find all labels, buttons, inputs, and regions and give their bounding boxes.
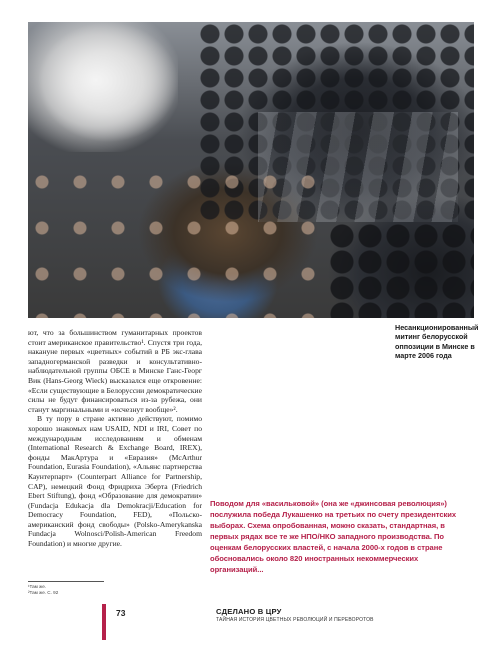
footnote-divider xyxy=(28,581,104,582)
tear-gas-smoke xyxy=(28,22,178,152)
protesters-crowd xyxy=(28,172,328,318)
footnotes xyxy=(28,584,188,596)
pull-quote: Поводом для «васильковой» (она же «джинсовая революция») послужила победа Лукашенко на третьих по счету президентских выборах. Схема опробованная, можно сказать, стандартная, в первых рядах все те же НПО/НКО западного производства. По оценкам белорусских властей, с начала 2000-х годов в стране обосновались около 820 иностранных некоммерческих организаций... xyxy=(210,499,457,574)
protest-photo xyxy=(28,22,474,318)
running-subtitle: ТАЙНАЯ ИСТОРИЯ ЦВЕТНЫХ РЕВОЛЮЦИЙ И ПЕРЕВОРОТОВ xyxy=(216,617,374,623)
page-number: 73 xyxy=(116,608,126,618)
folio-accent-bar xyxy=(102,604,106,640)
running-title: СДЕЛАНО В ЦРУ xyxy=(216,607,282,616)
riot-police-front-row xyxy=(328,222,474,318)
body-paragraph: ют, что за большинством гуманитарных проектов стоит американское правительство¹. Спустя три года, накануне первых «цветных» событий в РБ экс-глава западногерманской разведки и консультативно-наблюдательной группы ОБСЕ в Минске Ганс-Георг Вик (Hans-Georg Wieck) высказался еще откровенне: «Если существующие в Белоруссии демократические силы не будут финансироваться из-за рубежа, они станут маргинальными и «исчезнут вообще»². xyxy=(28,328,202,414)
body-paragraph: В ту пору в стране активно действуют, помимо хорошо знакомых нам USAID, NDI и IRI, Совет по международным исследованиям и обменам (International Research & Exchange Board, IREX), фонды МакАртура и «Евразия» (McArthur Foundation, Eurasia Foundation), «Альянс партнерства Каунтерпарт» (Counterpart Alliance for Partnership, CAP), немецкий Фонд Фридриха Эберта (Friedrich Ebert Stiftung), фонд «Образование для демократии» (Fundacja Edukacja dla Demokracji/Education for Democracy Foundation, FED), «Польско-американский фонд свободы» (Polsko-Amerykanska Fundacja Wolnosci/Polish-American Freedom Foundation) и многие другие. xyxy=(28,414,202,549)
body-text-column xyxy=(28,328,202,549)
footnote: ¹Там же. xyxy=(28,584,47,589)
footnote: ²Там же. С. 92 xyxy=(28,590,59,596)
photo-caption: Несанкционированный митинг белорусской оппозиции в Минске в марте 2006 года xyxy=(395,323,479,360)
